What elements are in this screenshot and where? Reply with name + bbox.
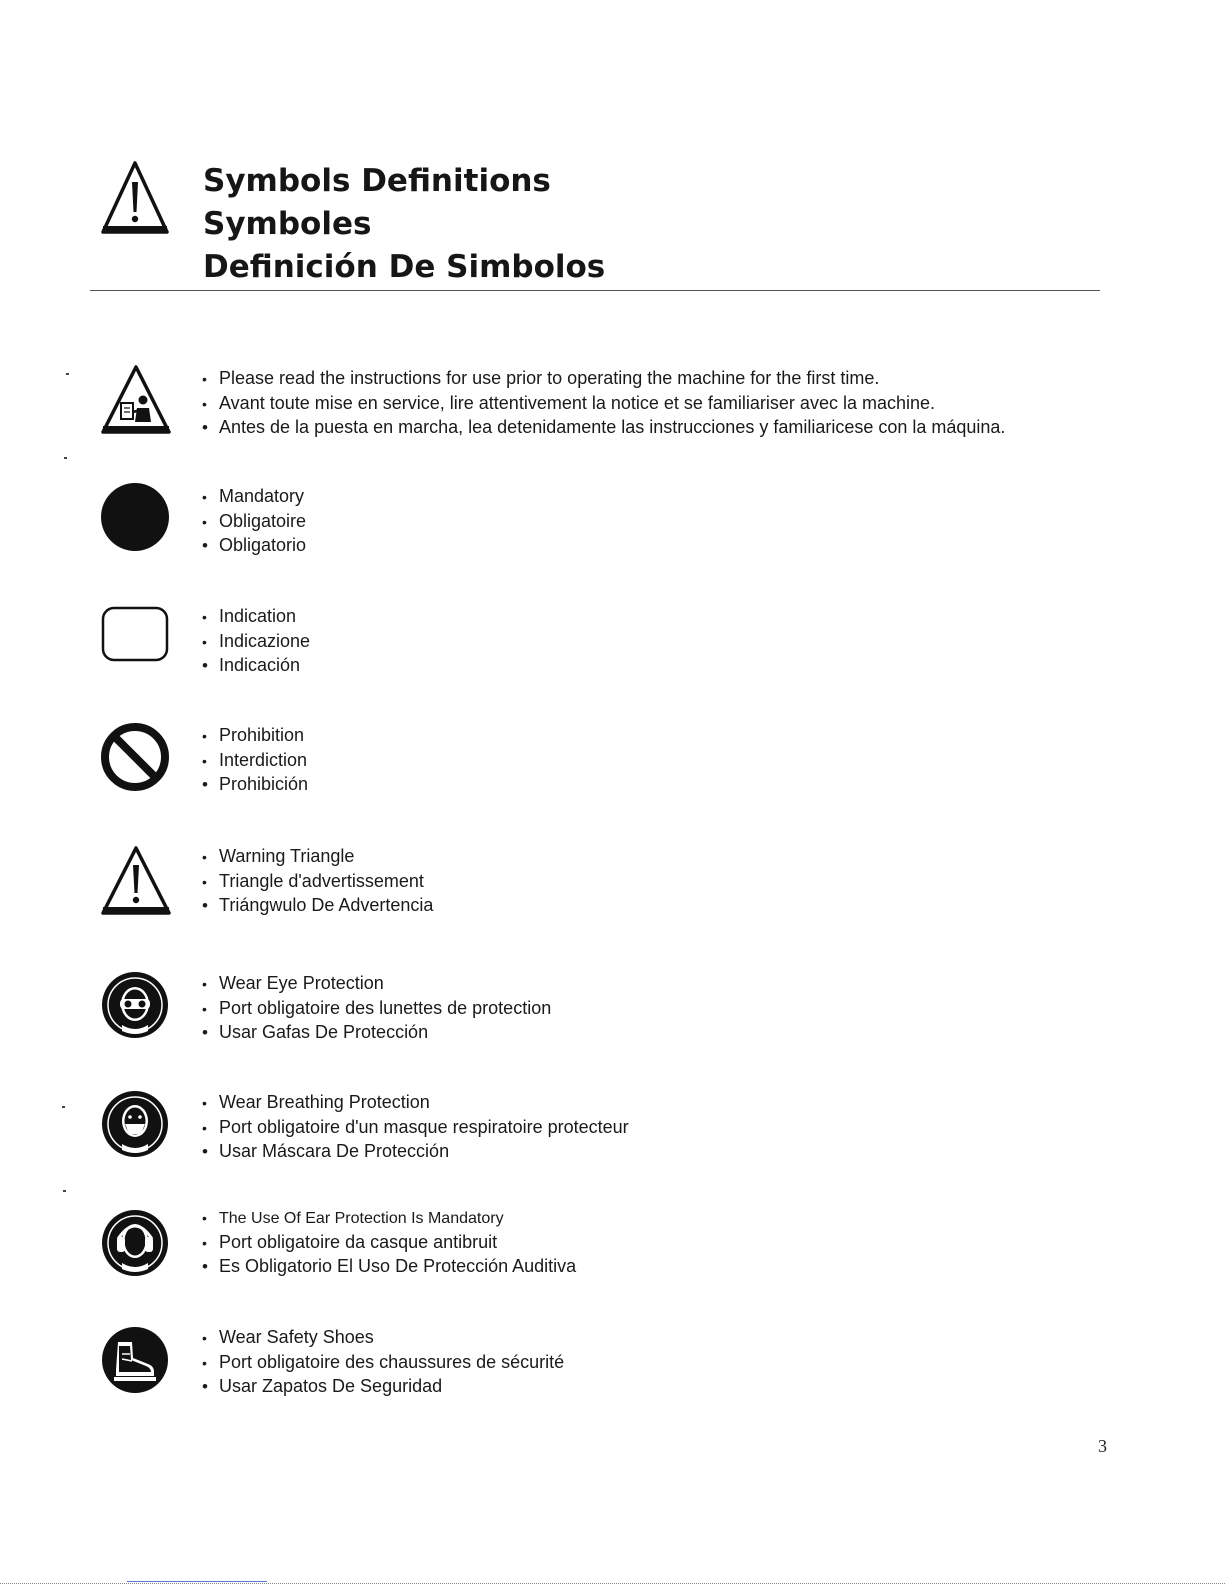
entry-line-es: • Triángwulo De Advertencia <box>202 895 434 915</box>
page-title-en: Symbols Definitions <box>203 163 551 199</box>
header-divider <box>90 290 1100 291</box>
entry-line-en: • Please read the instructions for use prior to operating the machine for the first time. <box>202 368 880 388</box>
warning-triangle-header-icon <box>100 160 170 236</box>
entry-line-es: • Antes de la puesta en marcha, lea detenidamente las instrucciones y familiaricese con la máquina. <box>202 417 1006 437</box>
ear-protection-icon <box>100 1207 172 1279</box>
entry-line-en: • Indication <box>202 606 297 626</box>
scan-speck <box>66 373 69 375</box>
entry-line-fr: • Port obligatoire da casque antibruit <box>202 1231 498 1252</box>
entry-line-fr: • Indicazione <box>202 630 311 651</box>
breathing-protection-icon <box>100 1088 172 1160</box>
entry-line-es: • Usar Gafas De Protección <box>202 1022 429 1042</box>
bottom-edge-rule <box>0 1583 1225 1584</box>
entry-line-es: • Indicación <box>202 655 301 675</box>
entry-line-es: • Obligatorio <box>202 535 307 555</box>
eye-protection-icon <box>100 969 172 1041</box>
entry-line-fr: • Triangle d'advertissement <box>202 870 424 891</box>
entry-line-en: • Wear Breathing Protection <box>202 1092 430 1112</box>
read-manual-warning-icon <box>100 364 172 436</box>
entry-line-fr: • Port obligatoire des chaussures de sécurité <box>202 1351 565 1372</box>
entry-line-fr: • Port obligatoire d'un masque respiratoire protecteur <box>202 1116 629 1137</box>
safety-shoes-icon <box>100 1324 172 1396</box>
scan-speck <box>63 1190 66 1192</box>
scan-speck <box>64 457 67 459</box>
entry-line-fr: • Avant toute mise en service, lire attentivement la notice et se familiariser avec la machine. <box>202 392 936 413</box>
warning-triangle-icon <box>100 845 172 917</box>
entry-line-es: • Usar Máscara De Protección <box>202 1141 450 1161</box>
indication-rectangle-icon <box>100 605 172 665</box>
entry-line-fr: • Port obligatoire des lunettes de protection <box>202 997 552 1018</box>
mandatory-circle-icon <box>100 481 172 553</box>
entry-line-en: • The Use Of Ear Protection Is Mandatory <box>202 1210 504 1227</box>
entry-line-es: • Prohibición <box>202 774 309 794</box>
entry-line-en: • Warning Triangle <box>202 846 355 866</box>
entry-line-fr: • Obligatoire <box>202 510 307 531</box>
page-number: 3 <box>1098 1436 1107 1456</box>
entry-line-es: • Usar Zapatos De Seguridad <box>202 1376 443 1396</box>
page-title-es: Definición De Simbolos <box>203 249 606 285</box>
entry-line-en: • Mandatory <box>202 486 305 506</box>
entry-line-en: • Wear Safety Shoes <box>202 1327 374 1347</box>
entry-line-en: • Prohibition <box>202 725 305 745</box>
scan-speck <box>62 1106 65 1108</box>
page-title-fr: Symboles <box>203 206 372 242</box>
entry-line-fr: • Interdiction <box>202 749 308 770</box>
bottom-edge-mark <box>127 1581 267 1582</box>
entry-line-en: • Wear Eye Protection <box>202 973 384 993</box>
page-titles <box>203 160 605 289</box>
entry-line-es: • Es Obligatorio El Uso De Protección Auditiva <box>202 1256 577 1276</box>
prohibition-icon <box>100 721 172 793</box>
